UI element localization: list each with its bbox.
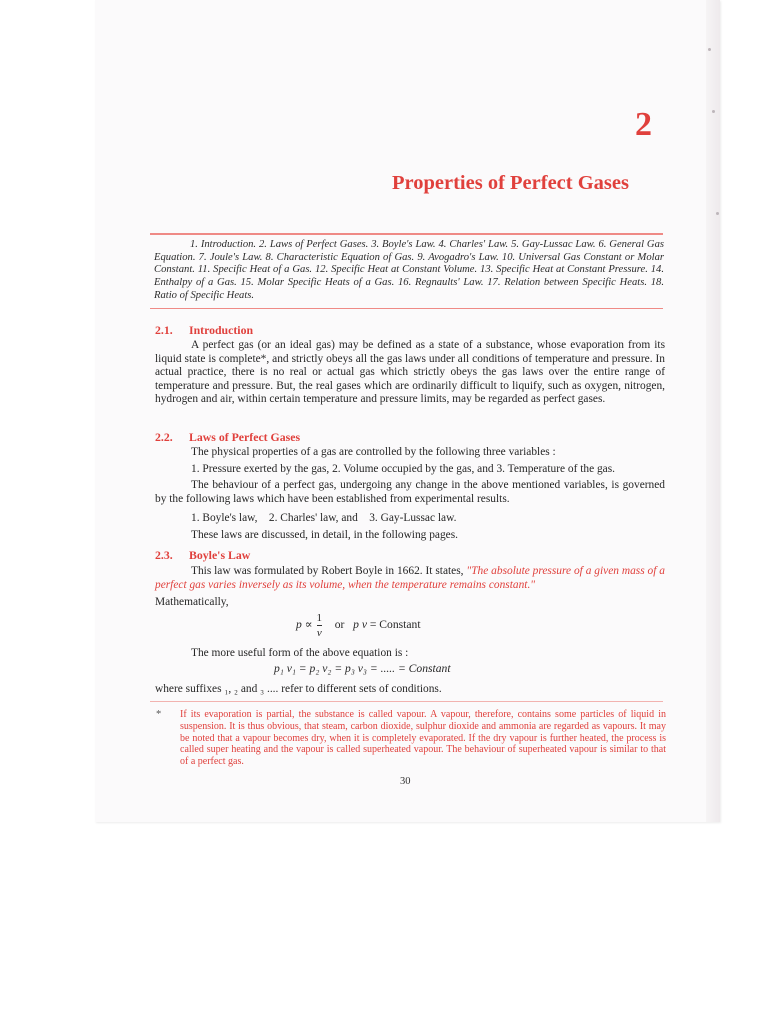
show-through-text [210, 66, 220, 77]
eq1-right: p v [353, 618, 367, 632]
boyle-paragraph [155, 565, 665, 592]
laws-list-item: 1. Boyle's law, [191, 512, 258, 524]
paper-speck [708, 48, 711, 51]
laws-line-1: The physical properties of a gas are controlled by the following three variables : [191, 446, 556, 458]
section-heading-introduction [155, 323, 253, 338]
chapter-contents-text: 1. Introduction. 2. Laws of Perfect Gases. 3. Boyle's Law. 4. Charles' Law. 5. Gay-Lussac Law. 6. General Gas Equation. 7. Joule's Law. 8. Characteristic Equation of Gas. 9. Avogadro's Law. 10. Universal Gas Constant or Molar Constant. 11. Specific Heat of a Gas. 12. Specific Heat at Constant Volume. 13. Specific Heat at Constant Pressure. 14. Enthalpy of a Gas. 15. Molar Specific Heats of a Gas. 16. Regnaults' Law. 17. Relation between Specific Heats. 18. Ratio of Specific Heats. [154, 239, 664, 301]
footnote-text: If its evaporation is partial, the substance is called vapour. A vapour, therefore, contains some particles of liquid in suspension. It is thus obvious, that steam, carbon dioxide, sulphur dioxide and ammonia are regarded as vapours. It may be noted that a vapour becomes dry, when it is completely evaporated. If the dry vapour is further heated, the process is called super heating and the vapour is called superheated vapour. The behaviour of superheated vapour is similar to that of a perfect gas. [180, 709, 666, 768]
section-title: Introduction [189, 323, 254, 337]
laws-list-item: 2. Charles' law, and [268, 512, 358, 524]
section-heading-laws [155, 430, 300, 445]
chapter-number: 2 [635, 106, 652, 143]
page-number: 30 [400, 776, 411, 787]
boyle-equation-2: p₁ v₁ = p₂ v₂ = p₃ v₃ = ..... = Constant [274, 662, 451, 675]
useful-form-line: The more useful form of the above equation is : [191, 647, 409, 659]
laws-list-item: 3. Gay-Lussac law. [369, 512, 457, 524]
suffix-line: where suffixes ₁, ₂ and ₃ .... refer to different sets of conditions. [155, 683, 442, 695]
footnote-marker: * [156, 709, 162, 720]
eq1-or: or [334, 618, 345, 632]
eq1-constant: = Constant [369, 618, 421, 632]
section-title: Laws of Perfect Gases [189, 430, 301, 444]
page-sheet [95, 0, 720, 822]
boyle-equation-1 [296, 612, 421, 639]
paper-speck [712, 110, 715, 113]
chapter-title: Properties of Perfect Gases [392, 172, 629, 194]
laws-line-2: 1. Pressure exerted by the gas, 2. Volume occupied by the gas, and 3. Temperature of the gas. [191, 463, 616, 475]
laws-line-3: These laws are discussed, in detail, in the following pages. [191, 529, 458, 541]
boyle-intro: This law was formulated by Robert Boyle in 1662. It states, [191, 565, 464, 577]
eq1-numerator: 1 [316, 612, 323, 624]
laws-paragraph: The behaviour of a perfect gas, undergoing any change in the above mentioned variables, is governed by the following laws which have been established from experimental results. [155, 479, 665, 505]
mathematically-label: Mathematically, [155, 596, 229, 608]
eq1-left: p ∝ [296, 618, 313, 632]
section-heading-boyle [155, 548, 250, 563]
eq1-denominator: v [316, 627, 322, 639]
toc-bottom-rule [150, 308, 663, 309]
laws-list [191, 512, 456, 524]
chapter-contents [154, 239, 664, 303]
page-edge-shadow [706, 0, 720, 822]
paper-speck [716, 212, 719, 215]
section-number: 2.2. [155, 430, 173, 444]
section-title: Boyle's Law [189, 548, 251, 562]
section-number: 2.3. [155, 548, 173, 562]
introduction-paragraph: A perfect gas (or an ideal gas) may be defined as a state of a substance, whose evaporation from its liquid state is complete*, and strictly obeys all the gas laws under all conditions of temperature and pressure. In actual practice, there is no real or actual gas which strictly obeys the gas laws over the entire range of temperature and pressure. But, the real gases which are ordinarily difficult to liquify, such as oxygen, nitrogen, hydrogen and air, within certain temperature and pressure limits, may be regarded as perfect gases. [155, 339, 665, 406]
toc-top-rule [150, 233, 663, 235]
footnote-rule [150, 701, 663, 702]
boyle-law-statement: "The absolute pressure of a given mass of a perfect gas varies inversely as its volume, when the temperature remains constant." [155, 565, 665, 591]
section-number: 2.1. [155, 323, 173, 337]
eq1-fraction [317, 612, 323, 639]
